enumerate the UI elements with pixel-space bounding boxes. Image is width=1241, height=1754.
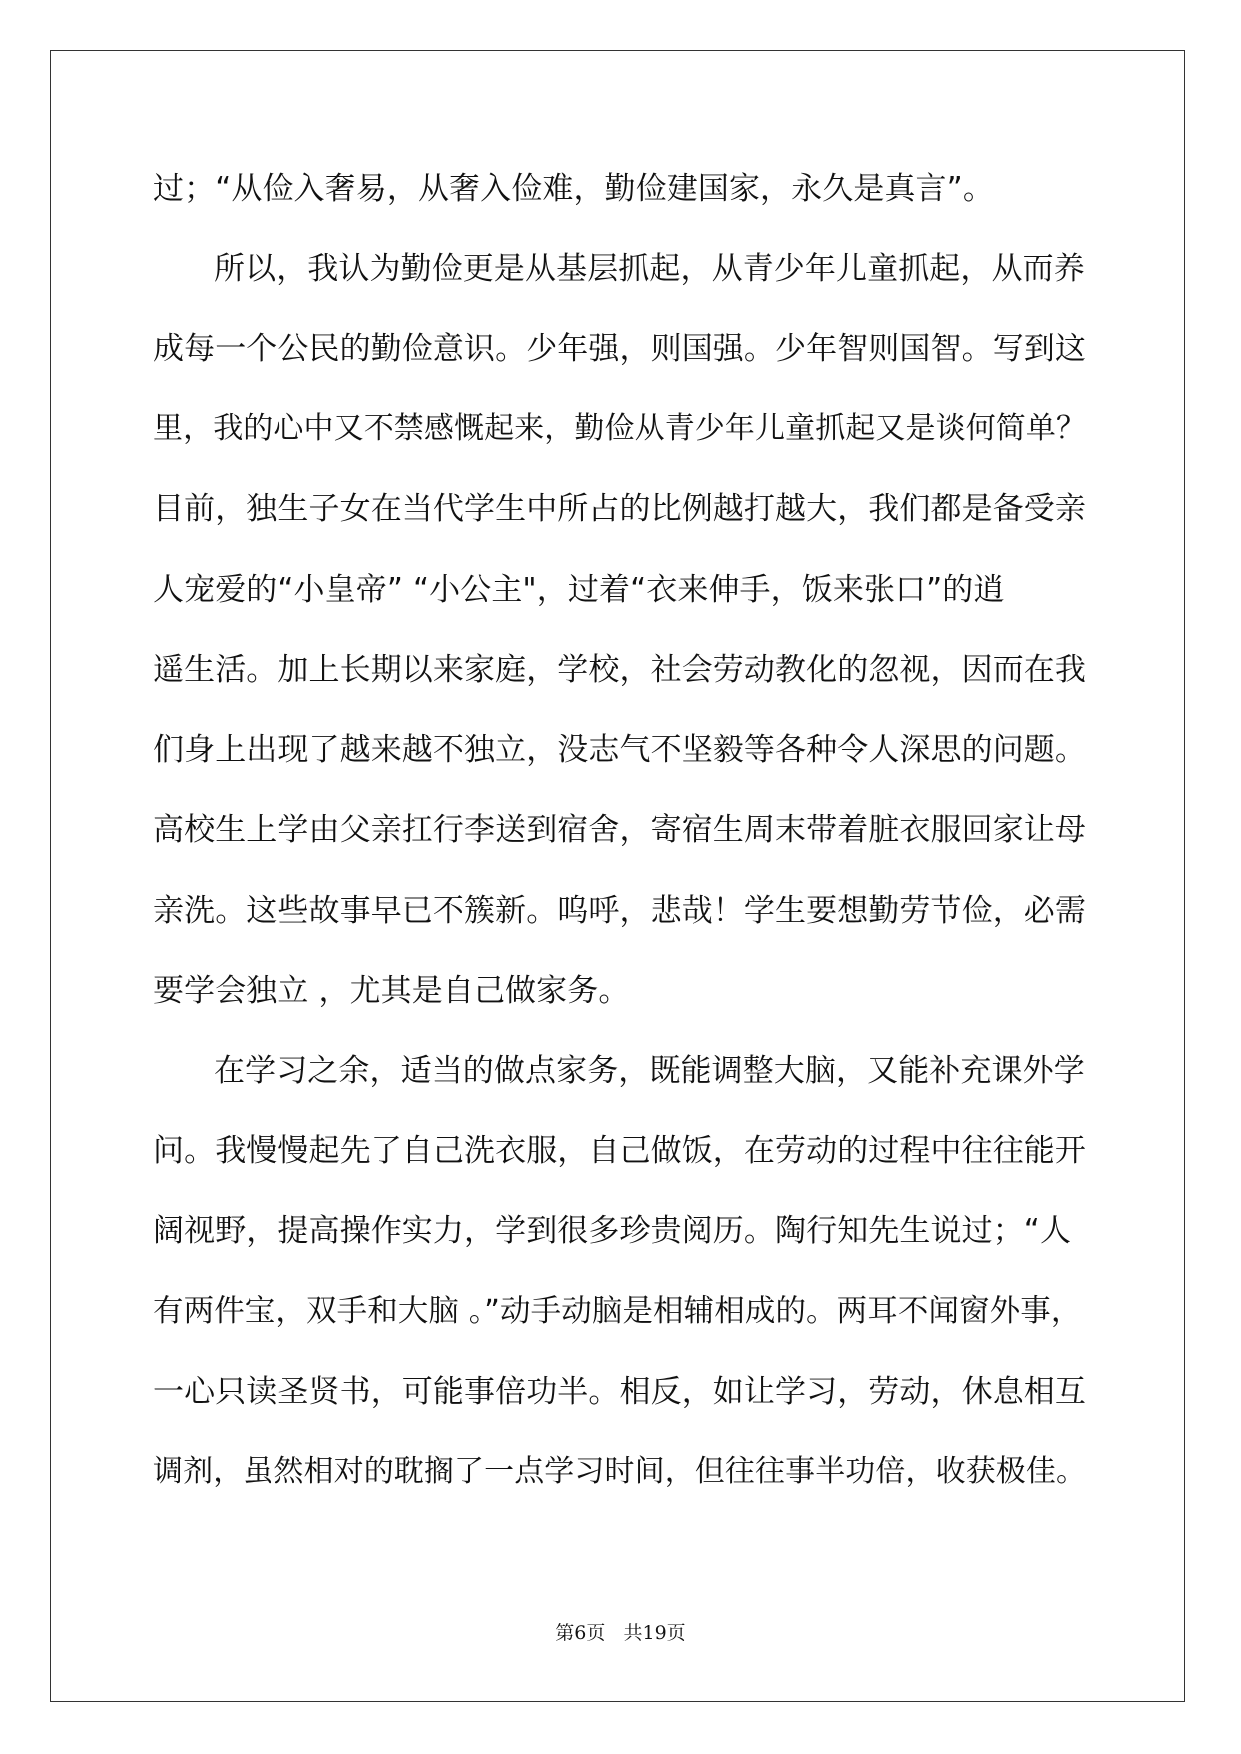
text-line: 调剂，虽然相对的耽搁了一点学习时间，但往往事半功倍，收获极佳。 xyxy=(153,1454,1087,1489)
text-line: 一心只读圣贤书，可能事倍功半。相反，如让学习，劳动，休息相互 xyxy=(153,1374,1086,1410)
text-line: 阔视野，提高操作实力，学到很多珍贵阅历。陶行知先生说过；“人 xyxy=(153,1213,1072,1249)
text-line: 有两件宝，双手和大脑 。”动手动脑是相辅相成的。两耳不闻窗外事， xyxy=(153,1294,1082,1329)
text-line: 们身上出现了越来越不独立，没志气不坚毅等各种令人深思的问题。 xyxy=(153,732,1086,768)
text-line: 问。我慢慢起先了自己洗衣服，自己做饭，在劳动的过程中往往能开 xyxy=(153,1133,1086,1169)
text-line: 目前，独生子女在当代学生中所占的比例越打越大，我们都是备受亲 xyxy=(153,491,1086,527)
page-number-footer: 第6页 共19页 xyxy=(555,1622,686,1644)
text-line: 人宠爱的“小皇帝” “小公主"，过着“衣来伸手，饭来张口”的逍 xyxy=(153,572,1005,608)
text-line: 要学会独立 ，尤其是自己做家务。 xyxy=(153,973,630,1009)
paragraph-start-line: 在学习之余，适当的做点家务，既能调整大脑，又能补充课外学 xyxy=(214,1053,1085,1089)
paragraph-start-line: 所以，我认为勤俭更是从基层抓起，从青少年儿童抓起，从而养 xyxy=(214,251,1085,287)
text-line: 遥生活。加上长期以来家庭，学校，社会劳动教化的忽视，因而在我 xyxy=(153,652,1086,688)
text-line: 里，我的心中又不禁感慨起来，勤俭从青少年儿童抓起又是谈何简单？ xyxy=(153,411,1087,446)
text-line: 亲洗。这些故事早已不簇新。呜呼，悲哉！学生要想勤劳节俭，必需 xyxy=(153,893,1086,929)
text-line: 成每一个公民的勤俭意识。少年强，则国强。少年智则国智。写到这 xyxy=(153,331,1086,367)
text-line: 过；“从俭入奢易，从奢入俭难，勤俭建国家，永久是真言”。 xyxy=(153,171,994,207)
text-line: 高校生上学由父亲扛行李送到宿舍，寄宿生周末带着脏衣服回家让母 xyxy=(153,812,1086,848)
